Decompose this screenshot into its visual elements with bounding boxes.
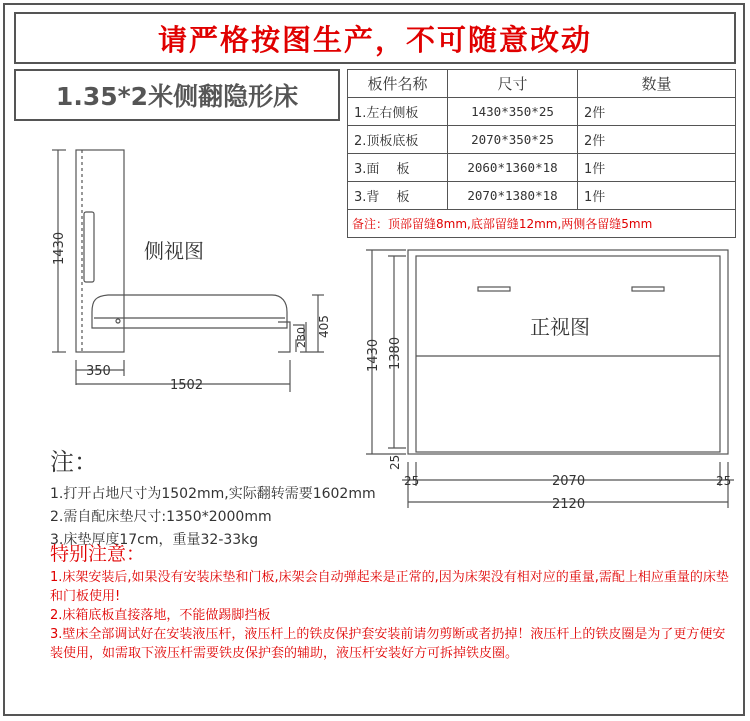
part-qty: 1件 xyxy=(578,182,736,210)
header-name: 板件名称 xyxy=(348,70,448,98)
special-heading: 特别注意： xyxy=(50,543,146,565)
front-handle-right xyxy=(632,287,664,291)
front-cabinet xyxy=(408,250,728,454)
special-item: 3.壁床全部调试好在安装液压杆，液压杆上的铁皮保护套安装前请勿剪断或者扔掉！液压杆上的铁皮圈是为了更方便安装使用，如需取下液压杆需要铁皮保护套的辅助，液压杆安装好方可拆掉铁皮圈。 xyxy=(50,627,726,661)
warning-banner-text: 请严格按图生产，不可随意改动 xyxy=(157,22,592,57)
part-qty: 1件 xyxy=(578,154,736,182)
front-dim-height-inner: 1380 xyxy=(388,336,403,370)
side-slot xyxy=(84,212,94,282)
notes-heading: 注： xyxy=(50,448,98,476)
side-dim-height: 1430 xyxy=(52,231,67,265)
side-dim-depth: 350 xyxy=(86,364,111,379)
front-dim-bottom: 25 xyxy=(388,454,402,470)
part-size: 2060*1360*18 xyxy=(448,154,578,182)
product-title: 1.35*2米侧翻隐形床 xyxy=(55,82,299,111)
part-name: 2.顶板底板 xyxy=(348,126,448,154)
note-item: 1.打开占地尺寸为1502mm,实际翻转需要1602mm xyxy=(50,486,376,502)
special-item: 2.床箱底板直接落地，不能做踢脚挡板 xyxy=(50,608,271,623)
header-size: 尺寸 xyxy=(448,70,578,98)
side-dim-leg: 405 xyxy=(317,315,331,338)
note-item: 3.床垫厚度17cm，重量32-33kg xyxy=(50,532,259,548)
part-name: 3.面 板 xyxy=(348,154,448,182)
side-view-label: 侧视图 xyxy=(144,239,204,263)
header-qty: 数量 xyxy=(578,70,736,98)
side-dim-foot: 230 xyxy=(295,327,308,348)
front-handle-left xyxy=(478,287,510,291)
front-view-texts xyxy=(366,315,731,512)
front-panel xyxy=(416,256,720,452)
side-bed xyxy=(92,295,287,328)
part-name: 1.左右侧板 xyxy=(348,98,448,126)
front-dim-inner-width: 2070 xyxy=(552,474,586,489)
front-dim-outer-width: 2120 xyxy=(552,497,586,512)
side-cabinet xyxy=(76,150,124,352)
front-view-drawing xyxy=(366,250,734,508)
side-view-drawing xyxy=(52,150,324,392)
part-size: 1430*350*25 xyxy=(448,98,578,126)
note-item: 2.需自配床垫尺寸:1350*2000mm xyxy=(50,509,272,525)
remark-text: 备注：顶部留缝8mm,底部留缝12mm,两侧各留缝5mm xyxy=(348,210,736,238)
special-notice-section xyxy=(50,545,730,663)
part-size: 2070*1380*18 xyxy=(448,182,578,210)
front-dim-left: 25 xyxy=(404,474,420,488)
side-foot xyxy=(278,322,290,352)
front-view-label: 正视图 xyxy=(530,315,590,339)
side-dim-open: 1502 xyxy=(170,378,204,393)
special-item: 1.床架安装后,如果没有安装床垫和门板,床架会自动弹起来是正常的,因为床架没有相对应的重量,需配上相应重量的床垫和门板使用! xyxy=(50,570,729,604)
part-qty: 2件 xyxy=(578,126,736,154)
part-qty: 2件 xyxy=(578,98,736,126)
part-name: 3.背 板 xyxy=(348,182,448,210)
part-size: 2070*350*25 xyxy=(448,126,578,154)
front-dim-height-outer: 1430 xyxy=(366,338,381,372)
notes-section xyxy=(50,442,376,552)
front-dim-right: 25 xyxy=(716,474,732,488)
